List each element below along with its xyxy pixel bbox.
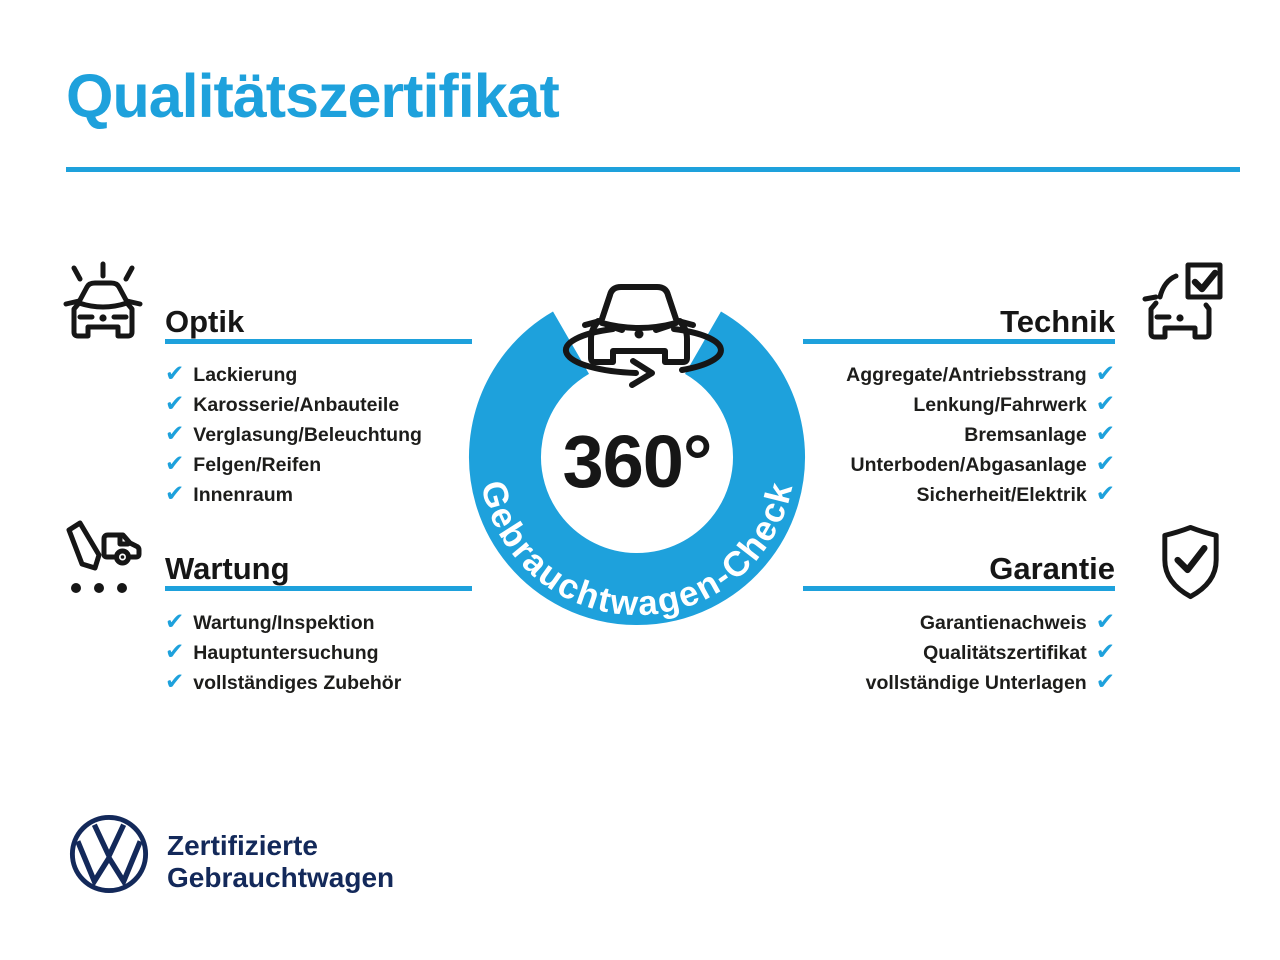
page-title: Qualitätszertifikat	[66, 62, 559, 130]
title-divider	[66, 167, 1240, 172]
checklist-item	[846, 360, 1115, 390]
checklist-item	[165, 420, 422, 450]
car-shine-icon	[59, 259, 147, 343]
ring-label: Gebrauchtwagen-Check	[473, 476, 801, 624]
check-icon: ✔	[165, 360, 185, 387]
checklist-label: Felgen/Reifen	[193, 453, 322, 476]
car-checkbox-icon	[1138, 261, 1224, 345]
check-icon: ✔	[1095, 450, 1115, 477]
degree-label: 360°	[562, 420, 712, 503]
section-title-technik: Technik	[1000, 304, 1115, 339]
checklist-item	[165, 480, 422, 510]
checklist-technik	[846, 360, 1115, 510]
checklist-label: vollständige Unterlagen	[865, 671, 1087, 694]
check-icon: ✔	[165, 608, 185, 635]
brand-claim-line1: Zertifizierte	[167, 830, 318, 861]
check-icon: ✔	[1095, 638, 1115, 665]
shield-check-icon	[1151, 520, 1230, 606]
checklist-item	[165, 608, 401, 638]
section-title-garantie: Garantie	[989, 551, 1115, 586]
check-icon: ✔	[165, 420, 185, 447]
checklist-wartung	[165, 608, 401, 698]
checklist-item	[846, 450, 1115, 480]
checklist-label: vollständiges Zubehör	[193, 671, 402, 694]
checklist-optik	[165, 360, 422, 510]
checklist-item	[866, 668, 1115, 698]
checklist-label: Bremsanlage	[964, 423, 1087, 446]
checklist-label: Sicherheit/Elektrik	[916, 483, 1087, 506]
checklist-item	[165, 638, 401, 668]
checklist-label: Wartung/Inspektion	[193, 611, 375, 634]
checklist-label: Karosserie/Anbauteile	[193, 393, 400, 416]
check-icon: ✔	[165, 450, 185, 477]
checklist-item	[866, 608, 1115, 638]
brand-claim-line2: Gebrauchtwagen	[167, 862, 395, 893]
360-check-badge	[437, 257, 837, 657]
checklist-label: Garantienachweis	[919, 611, 1087, 634]
checklist-label: Qualitätszertifikat	[923, 641, 1087, 664]
check-icon: ✔	[1095, 668, 1115, 695]
checklist-label: Hauptuntersuchung	[193, 641, 379, 664]
checklist-label: Lenkung/Fahrwerk	[913, 393, 1087, 416]
check-icon: ✔	[1095, 360, 1115, 387]
section-divider-wartung	[165, 586, 472, 591]
checklist-label: Unterboden/Abgasanlage	[850, 453, 1087, 476]
check-icon: ✔	[165, 480, 185, 507]
brand-claim	[167, 830, 394, 894]
check-icon: ✔	[165, 638, 185, 665]
check-icon: ✔	[165, 390, 185, 417]
checklist-label: Lackierung	[193, 363, 298, 386]
section-divider-technik	[803, 339, 1115, 344]
check-icon: ✔	[1095, 608, 1115, 635]
section-title-optik: Optik	[165, 304, 245, 339]
checklist-item	[846, 390, 1115, 420]
checklist-item	[846, 420, 1115, 450]
checklist-item	[846, 480, 1115, 510]
checklist-item	[165, 360, 422, 390]
section-title-wartung: Wartung	[165, 551, 290, 586]
check-icon: ✔	[165, 668, 185, 695]
check-icon: ✔	[1095, 390, 1115, 417]
check-icon: ✔	[1095, 420, 1115, 447]
checklist-label: Aggregate/Antriebsstrang	[846, 363, 1087, 386]
checklist-garantie	[866, 608, 1115, 698]
vw-logo	[68, 813, 150, 895]
check-icon: ✔	[1095, 480, 1115, 507]
checklist-item	[165, 390, 422, 420]
checklist-item	[165, 668, 401, 698]
section-divider-optik	[165, 339, 472, 344]
checklist-item	[165, 450, 422, 480]
pencil-car-icon	[57, 517, 147, 601]
checklist-label: Verglasung/Beleuchtung	[193, 423, 422, 446]
checklist-item	[866, 638, 1115, 668]
section-divider-garantie	[803, 586, 1115, 591]
checklist-label: Innenraum	[193, 483, 293, 506]
